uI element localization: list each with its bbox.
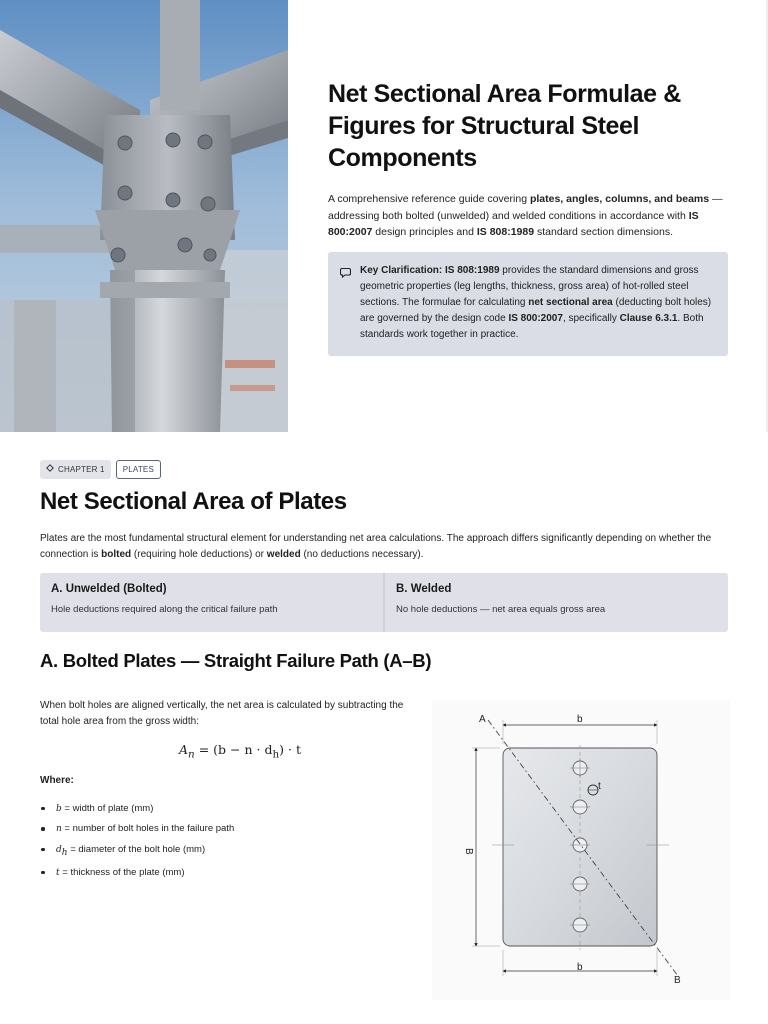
chapter-tags: [40, 460, 728, 479]
bolted-explanation: [40, 698, 410, 883]
hero-lead: A comprehensive reference guide covering plates, angles, columns, and beams — addressing both bolted (unwelded) and welded conditions in accordance with IS 800:2007 design principles and IS 808:1989 standard section dimensions.: [328, 193, 723, 238]
height-label: B: [463, 848, 474, 855]
net-area-formula: $A_n = (b - n \cdot d_h) \cdot t$: [179, 742, 301, 761]
where-label: Where:: [40, 774, 74, 786]
hero-section: [328, 78, 728, 356]
comparison-welded: [383, 573, 728, 632]
comparison-panel: [40, 573, 728, 632]
chapter-section: [40, 460, 728, 632]
failure-path-label-a: A: [479, 714, 486, 725]
failure-path-label-b: B: [674, 975, 681, 986]
comment-icon: [340, 265, 351, 343]
subsection-title: A. Bolted Plates — Straight Failure Path (A–B): [40, 650, 432, 671]
comparison-bolted: [40, 573, 383, 632]
list-item: b = width of plate (mm): [40, 799, 410, 820]
variable-list: [40, 799, 410, 884]
top-width-label: b: [577, 714, 583, 725]
thickness-label: t: [598, 781, 601, 792]
hero-image: [0, 0, 288, 432]
list-item: n = number of bolt holes in the failure path: [40, 819, 410, 840]
bolted-paragraph: When bolt holes are aligned vertically, the net area is calculated by subtracting the total hole area from the gross width:: [40, 700, 404, 727]
clarification-text: Key Clarification: IS 808:1989 provides the standard dimensions and gross geometric properties (leg lengths, thickness, gross area) of hot-rolled steel sections. The formulae for calculating net sectional area (deducting bolt holes) are governed by the design code IS 800:2007, specifically Clause 6.3.1. Both standards work together in practice.: [360, 264, 712, 340]
bolted-plate-diagram: [432, 700, 730, 1000]
bottom-width-label: b: [577, 962, 583, 973]
comparison-heading: B. Welded: [396, 583, 452, 595]
list-item: $d_h$ = diameter of the bolt hole (mm): [40, 840, 410, 863]
section-intro: Plates are the most fundamental structural element for understanding net area calculations. The approach differs significantly depending on whether the connection is bolted (requiring hole deductions) or welded (no deductions necessary).: [40, 533, 712, 560]
clarification-callout: [328, 252, 728, 356]
topic-tag-plates[interactable]: PLATES: [116, 460, 161, 479]
list-item: t = thickness of the plate (mm): [40, 863, 410, 884]
chapter-badge: [40, 460, 111, 479]
comparison-description: No hole deductions — net area equals gross area: [396, 604, 606, 615]
chapter-badge-label: CHAPTER 1: [58, 465, 105, 474]
diamond-icon: [46, 460, 54, 479]
page-title: Net Sectional Area Formulae & Figures for Structural Steel Components: [328, 80, 681, 172]
comparison-description: Hole deductions required along the critical failure path: [51, 604, 278, 615]
comparison-heading: A. Unwelded (Bolted): [51, 583, 167, 595]
section-title: Net Sectional Area of Plates: [40, 488, 347, 515]
